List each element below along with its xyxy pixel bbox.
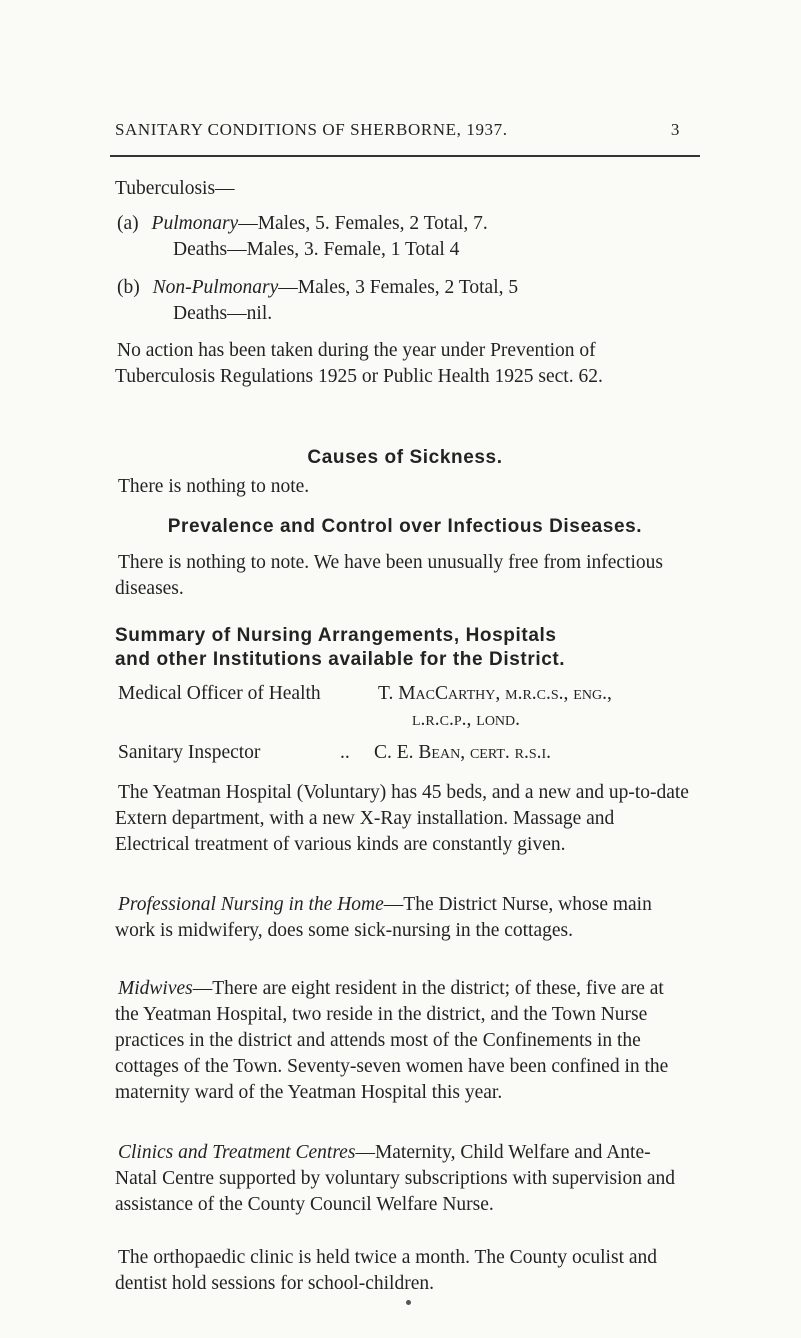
clinics-text: —Maternity, Child Welfare and Ante-Natal Centre supported by voluntary subscriptions with supervision and assistance of the County Council Welfare Nurse. (115, 1142, 675, 1215)
summary-heading-line1: Summary of Nursing Arrangements, Hospitals (115, 625, 557, 646)
nursing-text: —The District Nurse, whose main work is midwifery, does some sick-nursing in the cottages. (115, 894, 652, 941)
prevalence-heading: Prevalence and Control over Infectious Diseases. (167, 516, 643, 537)
clinics-paragraph (115, 1140, 690, 1218)
causes-heading: Causes of Sickness. (307, 447, 503, 468)
si-name: C. E. Bean, cert. r.s.i. (374, 742, 552, 763)
tb-pulmonary-label: Pulmonary (151, 213, 239, 234)
tb-note: No action has been taken during the year under Prevention of Tuberculosis Regulations 1925 or Public Health 1925 sect. 62. (115, 340, 603, 387)
moh-role: Medical Officer of Health (118, 683, 321, 704)
tuberculosis-heading: Tuberculosis— (115, 178, 235, 199)
hospital-text: The Yeatman Hospital (Voluntary) has 45 beds, and a new and up-to-date Extern department, with a new X-Ray installation. Massage and Electrical treatment of various kinds are constantly given. (115, 782, 689, 855)
midwives-label: Midwives (118, 978, 193, 999)
running-head-title: SANITARY CONDITIONS OF SHERBORNE, 1937. (115, 120, 508, 139)
tb-pulmonary-line1: —Males, 5. Females, 2 Total, 7. (238, 213, 488, 234)
tb-pulmonary-marker: (a) (117, 213, 139, 234)
running-head (115, 120, 680, 140)
nursing-paragraph (115, 892, 690, 944)
moh-name: T. MacCarthy, m.r.c.s., eng., (378, 683, 612, 704)
prevalence-text: There is nothing to note. We have been unusually free from infectious diseases. (115, 552, 663, 599)
tb-non-pulmonary-deaths: Deaths—nil. (173, 303, 273, 324)
midwives-text: —There are eight resident in the district; of these, five are at the Yeatman Hospital, two reside in the district, and the Town Nurse practices in the district and attends most of the Confinements in the cottages of the Town. Seventy-seven women have been confined in the maternity ward of the Yeatman Hospital this year. (115, 978, 669, 1103)
si-dots: .. (340, 742, 350, 763)
stray-dot (406, 1300, 411, 1305)
clinics-label: Clinics and Treatment Centres (118, 1142, 356, 1163)
page-number: 3 (670, 120, 680, 139)
tb-non-pulmonary-line1: —Males, 3 Females, 2 Total, 5 (278, 277, 519, 298)
summary-heading-line2: and other Institutions available for the District. (115, 649, 566, 670)
si-role: Sanitary Inspector (118, 742, 261, 763)
tb-non-pulmonary (117, 275, 687, 301)
orthopaedic-text: The orthopaedic clinic is held twice a month. The County oculist and dentist hold sessions for school-children. (115, 1247, 658, 1294)
nursing-label: Professional Nursing in the Home (118, 894, 384, 915)
tb-non-pulmonary-label: Non-Pulmonary (152, 277, 279, 298)
tb-non-pulmonary-marker: (b) (117, 277, 140, 298)
tb-pulmonary (117, 211, 687, 237)
midwives-paragraph (115, 976, 690, 1106)
header-rule (110, 155, 700, 157)
moh-name-cont: l.r.c.p., lond. (412, 709, 521, 730)
tb-pulmonary-deaths: Deaths—Males, 3. Female, 1 Total 4 (173, 239, 460, 260)
causes-text: There is nothing to note. (118, 476, 310, 497)
